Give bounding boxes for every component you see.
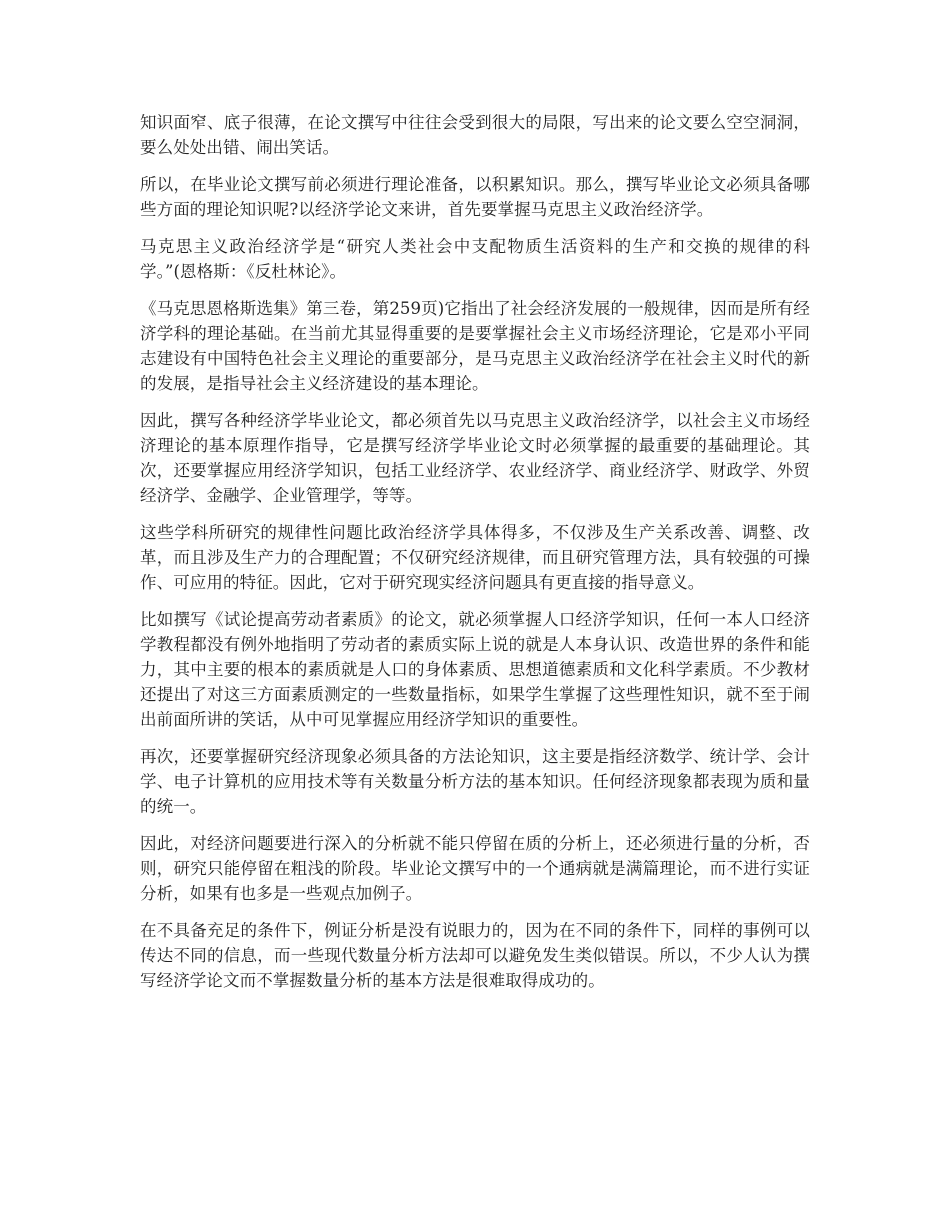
paragraph-6: 这些学科所研究的规律性问题比政治经济学具体得多，不仅涉及生产关系改善、调整、改革，而且涉及生产力的合理配置；不仅研究经济规律，而且研究管理方法，具有较强的可操作、可应用的特征。因此，它对于研究现实经济问题具有更直接的指导意义。 bbox=[140, 523, 810, 592]
paragraph-4: 《马克思恩格斯选集》第三卷，第259页)它指出了社会经济发展的一般规律，因而是所有经济学科的理论基础。在当前尤其显得重要的是要掌握社会主义市场经济理论，它是邓小平同志建设有中国特色社会主义理论的重要部分，是马克思主义政治经济学在社会主义时代的新的发展，是指导社会主义经济建设的基本理论。 bbox=[140, 299, 810, 393]
paragraph-5: 因此，撰写各种经济学毕业论文，都必须首先以马克思主义政治经济学，以社会主义市场经济理论的基本原理作指导，它是撰写经济学毕业论文时必须掌握的最重要的基础理论。其次，还要掌握应用经济学知识，包括工业经济学、农业经济学、商业经济学、财政学、外贸经济学、金融学、企业管理学，等等。 bbox=[140, 411, 810, 505]
paragraph-9: 因此，对经济问题要进行深入的分析就不能只停留在质的分析上，还必须进行量的分析，否则，研究只能停留在粗浅的阶段。毕业论文撰写中的一个通病就是满篇理论，而不进行实证分析，如果有也多是一些观点加例子。 bbox=[140, 834, 810, 903]
paragraph-1: 知识面窄、底子很薄，在论文撰写中往往会受到很大的局限，写出来的论文要么空空洞洞，要么处处出错、闹出笑话。 bbox=[140, 113, 810, 157]
paragraph-10: 在不具备充足的条件下，例证分析是没有说眼力的，因为在不同的条件下，同样的事例可以传达不同的信息，而一些现代数量分析方法却可以避免发生类似错误。所以，不少人认为撰写经济学论文而不掌握数量分析的基本方法是很难取得成功的。 bbox=[140, 921, 810, 990]
paragraph-3: 马克思主义政治经济学是“研究人类社会中支配物质生活资料的生产和交换的规律的科学。”(恩格斯：《反杜林论》。 bbox=[140, 237, 810, 281]
paragraph-2: 所以，在毕业论文撰写前必须进行理论准备，以积累知识。那么，撰写毕业论文必须具备哪些方面的理论知识呢?以经济学论文来讲，首先要掌握马克思主义政治经济学。 bbox=[140, 175, 810, 219]
paragraph-8: 再次，还要掌握研究经济现象必须具备的方法论知识，这主要是指经济数学、统计学、会计学、电子计算机的应用技术等有关数量分析方法的基本知识。任何经济现象都表现为质和量的统一。 bbox=[140, 747, 810, 816]
document-body bbox=[140, 110, 810, 1005]
paragraph-7: 比如撰写《试论提高劳动者素质》的论文，就必须掌握人口经济学知识，任何一本人口经济学教程都没有例外地指明了劳动者的素质实际上说的就是人本身认识、改造世界的条件和能力，其中主要的根本的素质就是人口的身体素质、思想道德素质和文化科学素质。不少教材还提出了对这三方面素质测定的一些数量指标，如果学生掌握了这些理性知识，就不至于闹出前面所讲的笑话，从中可见掌握应用经济学知识的重要性。 bbox=[140, 610, 810, 729]
